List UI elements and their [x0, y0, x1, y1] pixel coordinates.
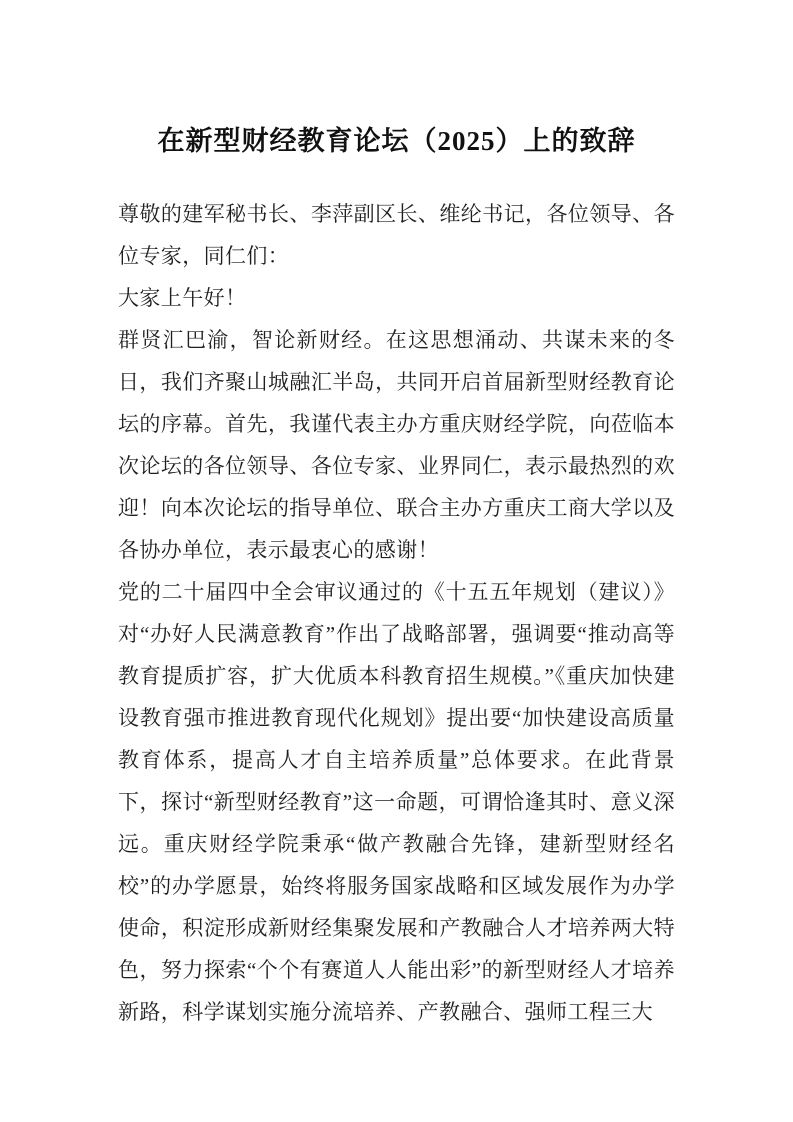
document-body	[118, 193, 675, 1033]
paragraph-greeting: 大家上午好！	[118, 286, 247, 310]
paragraph-policy-context: 党的二十届四中全会审议通过的《十五五年规划（建议）》对“办好人民满意教育”作出了战略部署，强调要“推动高等教育提质扩容，扩大优质本科教育招生规模。”《重庆加快建设教育强市推进教育现代化规划》提出要“加快建设高质量教育体系，提高人才自主培养质量”总体要求。在此背景下，探讨“新型财经教育”这一命题，可谓恰逢其时、意义深远。重庆财经学院秉承“做产教融合先锋，建新型财经名校”的办学愿景，始终将服务国家战略和区域发展作为办学使命，积淀形成新财经集聚发展和产教融合人才培养两大特色，努力探索“个个有赛道人人能出彩”的新型财经人才培养新路，科学谋划实施分流培养、产教融合、强师工程三大	[118, 580, 675, 1024]
paragraph-salutation: 尊敬的建军秘书长、李萍副区长、维纶书记，各位领导、各位专家，同仁们：	[118, 202, 675, 268]
paragraph-welcome: 群贤汇巴渝，智论新财经。在这思想涌动、共谋未来的冬日，我们齐聚山城融汇半岛，共同开启首届新型财经教育论坛的序幕。首先，我谨代表主办方重庆财经学院，向莅临本次论坛的各位领导、各位专家、业界同仁，表示最热烈的欢迎！向本次论坛的指导单位、联合主办方重庆工商大学以及各协办单位，表示最衷心的感谢！	[118, 328, 675, 562]
document-title: 在新型财经教育论坛（2025）上的致辞	[157, 126, 636, 156]
